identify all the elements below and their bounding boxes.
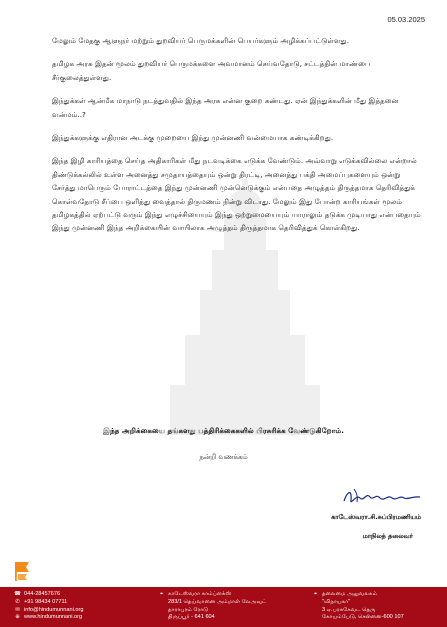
publication-request: இந்த அறிக்கையை தங்களது பத்திரிக்கைகளில் பிரசுரிக்க வேண்டுகிறோம். [103, 426, 344, 435]
footer [0, 587, 447, 627]
office2-line3: 3 ஏ.பரசுகேவட தெரு [322, 606, 376, 613]
office1-line3: தாராபுரம் ரோடு [168, 606, 209, 613]
paragraph-3: இந்துக்கள் ஆன்மீக மாநாடு நடத்துவதில் இந்த அரசு என்ன குறை கண்டது. ஏன் இந்துக்களின் மீது இத்தனை வன்மம்..? [52, 96, 399, 119]
globe-icon: ⊕ [15, 614, 20, 621]
paragraph-1: மேலும் மேதகு ஆளுநர் மற்றும் துறவியர் பெருமக்களின் பெயர்களும் அழிக்கப்பட்டுள்ளது. [52, 36, 349, 45]
office1-line1: காடேஸ்வரா காம்ப்ளக்ஸ் [168, 591, 232, 597]
footer-office-1 [158, 591, 266, 622]
phone-1[interactable]: 044-28457676 [24, 591, 61, 597]
email-icon: ✉ [15, 606, 20, 613]
office2-line4: கோயம்பேடு, சென்னை-600 107 [322, 614, 404, 621]
phone-2[interactable]: +91 98434 07711 [24, 598, 68, 605]
website-link[interactable]: www.hindumunnani.org [24, 614, 83, 621]
email-link[interactable]: info@hindumunnani.org [24, 606, 84, 613]
office1-line2: 283/1 தெய்வானை அம்மாள் லேஅவுட் [168, 598, 267, 605]
closing-thanks: நன்றி வணக்கம் [199, 453, 248, 461]
signer-title: மாநிலத் தலைவர் [362, 532, 413, 540]
office2-line2: "விநாயகா" [322, 598, 351, 605]
office2-line1: தலைமை அலுவலகம் [322, 591, 377, 597]
statement-body [52, 34, 424, 245]
document-date: 05.03.2025 [387, 15, 425, 24]
footer-office-2 [312, 591, 404, 622]
location-pin-icon: ⌖ [313, 591, 318, 597]
mobile-icon: ✆ [15, 598, 20, 605]
paragraph-5: இந்த இழி காரியத்தை செய்த அதிகாரிகள் மீது நடவடிக்கை எடுக்க வேண்டும். அவ்வாறு எடுக்கவில்லை என்றால் திண்டுக்கல்லில் உள்ள அனைத்து சமுதாயத்தையும் ஒன்று திரட்டி, அனைத்து பக்தி அமைப்புகளையும் ஒன்று சேர்த்து மாபெரும் போராட்டத்தை இந்து முன்னணி முன்னெடுக்கும் என்பதை அழுத்தம் திருத்தமாக தெரிவித்துக் கொள்வதோடு சீப்பை ஒளித்து வைத்தால் திருமணம் நின்று விடாது. மேலும் இது போன்ற காரியங்கள் மூலம் தமிழகத்தில் ஏற்பட்டு வரும் இந்து எழுச்சியையும் இந்து ஒற்றுமையையும் யாராலும் தடுக்க முடியாது என்பதையும் இந்து முன்னணி இந்த அறிக்கையின் வாயிலாக அழுத்தம் திருத்தமாக தெரிவித்துக் கொள்கிறது. [52, 156, 421, 233]
paragraph-2: தமிழக அரசு இதன் மூலம் துறவியர் பெருமக்களை அவமானம் செய்வதோடு, சட்டத்தின் மாண்பை சீர்குலைத்துள்ளது. [52, 59, 371, 82]
phone-icon: ☎ [14, 591, 21, 597]
footer-contact [14, 591, 83, 622]
paragraph-4: இந்துக்களுக்கு எதிரான அடக்கு முறையை இந்து முன்னணி வன்மையாக கண்டிக்கிறது. [52, 133, 334, 143]
flag-logo-icon [13, 560, 33, 582]
location-pin-icon: ⌖ [159, 591, 164, 597]
office1-line4: திருப்பூர் - 641 604 [168, 614, 215, 621]
signature [342, 486, 422, 508]
signer-name: காடேஸ்வரா.சி.சுப்பிரமணியம் [331, 513, 421, 521]
